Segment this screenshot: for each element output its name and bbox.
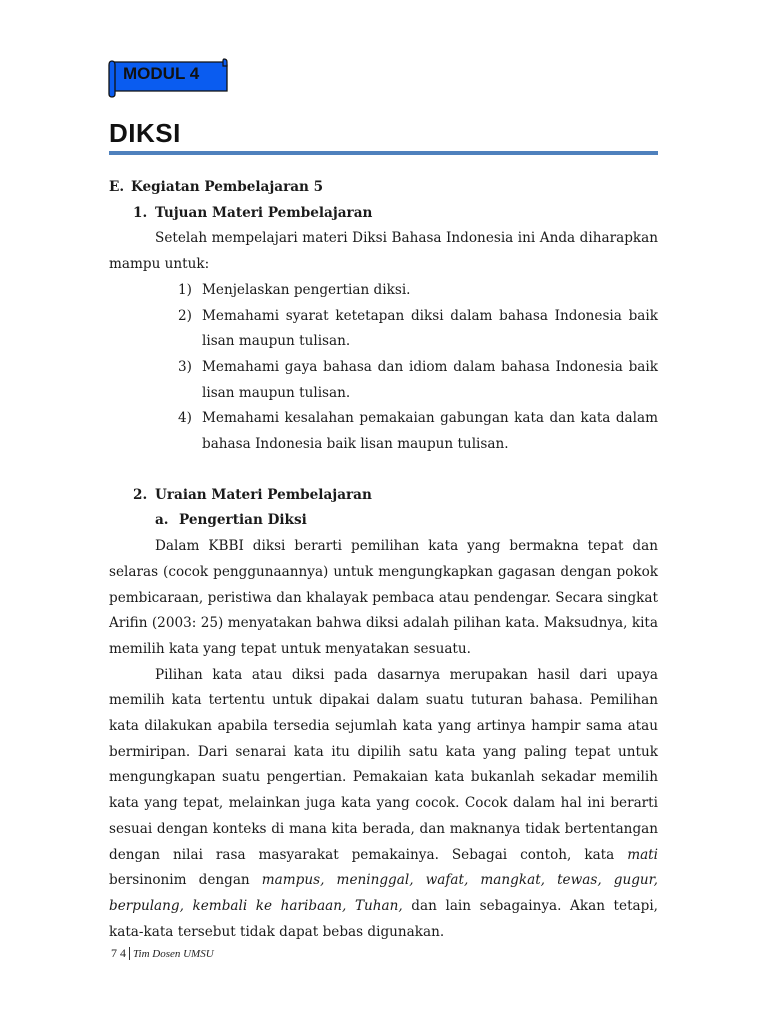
section-heading-e — [109, 175, 658, 201]
list-item-number: 2) — [178, 307, 192, 324]
paragraph-text: Pilihan kata atau diksi pada dasarnya merupakan hasil dari upaya memilih kata tertentu untuk dipakai dalam suatu tuturan bahasa. Pemilihan kata dilakukan apabila tersedia sejumlah kata yang artinya hampir sama atau bermiripan. Dari senarai kata itu dipilih satu kata yang paling tepat untuk mengungkapan suatu pengertian. Pemakaian kata bukanlah sekadar memilih kata yang tepat, melainkan juga kata yang cocok. Cocok dalam hal ini berarti sesuai dengan konteks di mana kita berada, dan maknanya tidak bertentangan dengan nilai rasa masyarakat pemakainya. Sebagai contoh, kata — [109, 666, 658, 863]
list-item-text: Memahami gaya bahasa dan idiom dalam bahasa Indonesia baik lisan maupun tulisan. — [202, 358, 658, 401]
subsection-letter: a. — [155, 512, 169, 529]
paragraph-text: dan lain sebagainya. Akan tetapi, kata-kata tersebut tidak dapat bebas digunakan. — [109, 897, 659, 940]
list-item — [109, 278, 658, 304]
list-item — [109, 406, 658, 457]
list-item-text: Memahami syarat ketetapan diksi dalam bahasa Indonesia baik lisan maupun tulisan. — [202, 307, 658, 350]
subsection-number: 2. — [133, 486, 148, 503]
page-number: 7 4 — [111, 946, 126, 960]
paragraph-text: bersinonim dengan — [109, 872, 262, 889]
list-item — [109, 304, 658, 355]
page-title: DIKSI — [109, 118, 181, 148]
list-item-text: Menjelaskan pengertian diksi. — [202, 281, 411, 298]
list-item-number: 3) — [178, 358, 192, 375]
italic-synonyms: mampus, meninggal, wafat, mangkat, tewas, gugur, berpulang, kembali ke haribaan, Tuhan, — [109, 872, 658, 914]
subsection-heading-1 — [109, 201, 658, 227]
list-item — [109, 355, 658, 406]
title-underline — [109, 151, 658, 155]
list-item-text: Memahami kesalahan pemakaian gabungan kata dan kata dalam bahasa Indonesia baik lisan maupun tulisan. — [202, 410, 658, 453]
section-number: E. — [109, 179, 125, 195]
page-footer — [111, 946, 214, 961]
italic-term: mati — [627, 846, 658, 863]
footer-divider — [129, 947, 130, 960]
subsection-title: Uraian Materi Pembelajaran — [155, 486, 372, 503]
subsection-heading-2a — [109, 508, 658, 534]
intro-paragraph: Setelah mempelajari materi Diksi Bahasa Indonesia ini Anda diharapkan mampu untuk: — [109, 230, 658, 273]
subsection-title: Pengertian Diksi — [179, 512, 307, 529]
subsection-title: Tujuan Materi Pembelajaran — [155, 204, 373, 221]
subsection-heading-2 — [109, 483, 658, 509]
list-item-number: 1) — [178, 281, 192, 298]
section-title: Kegiatan Pembelajaran 5 — [131, 179, 324, 195]
subsection-number: 1. — [133, 204, 148, 221]
module-label: MODUL 4 — [123, 64, 200, 83]
spacer — [109, 458, 658, 483]
module-badge — [108, 58, 226, 94]
paragraph-definition: Dalam KBBI diksi berarti pemilihan kata yang bermakna tepat dan selaras (cocok penggunaannya) untuk mengungkapkan gagasan dengan pokok pembicaraan, peristiwa dan khalayak pembaca atau pendengar. Secara singkat Arifin (2003: 25) menyatakan bahwa diksi adalah pilihan kata. Maksudnya, kita memilih kata yang tepat untuk menyatakan sesuatu. — [109, 538, 658, 657]
paragraph-word-choice — [109, 663, 658, 946]
list-item-number: 4) — [178, 410, 192, 427]
document-body — [109, 175, 658, 945]
objectives-list — [109, 278, 658, 458]
footer-source: Tim Dosen UMSU — [133, 947, 214, 960]
